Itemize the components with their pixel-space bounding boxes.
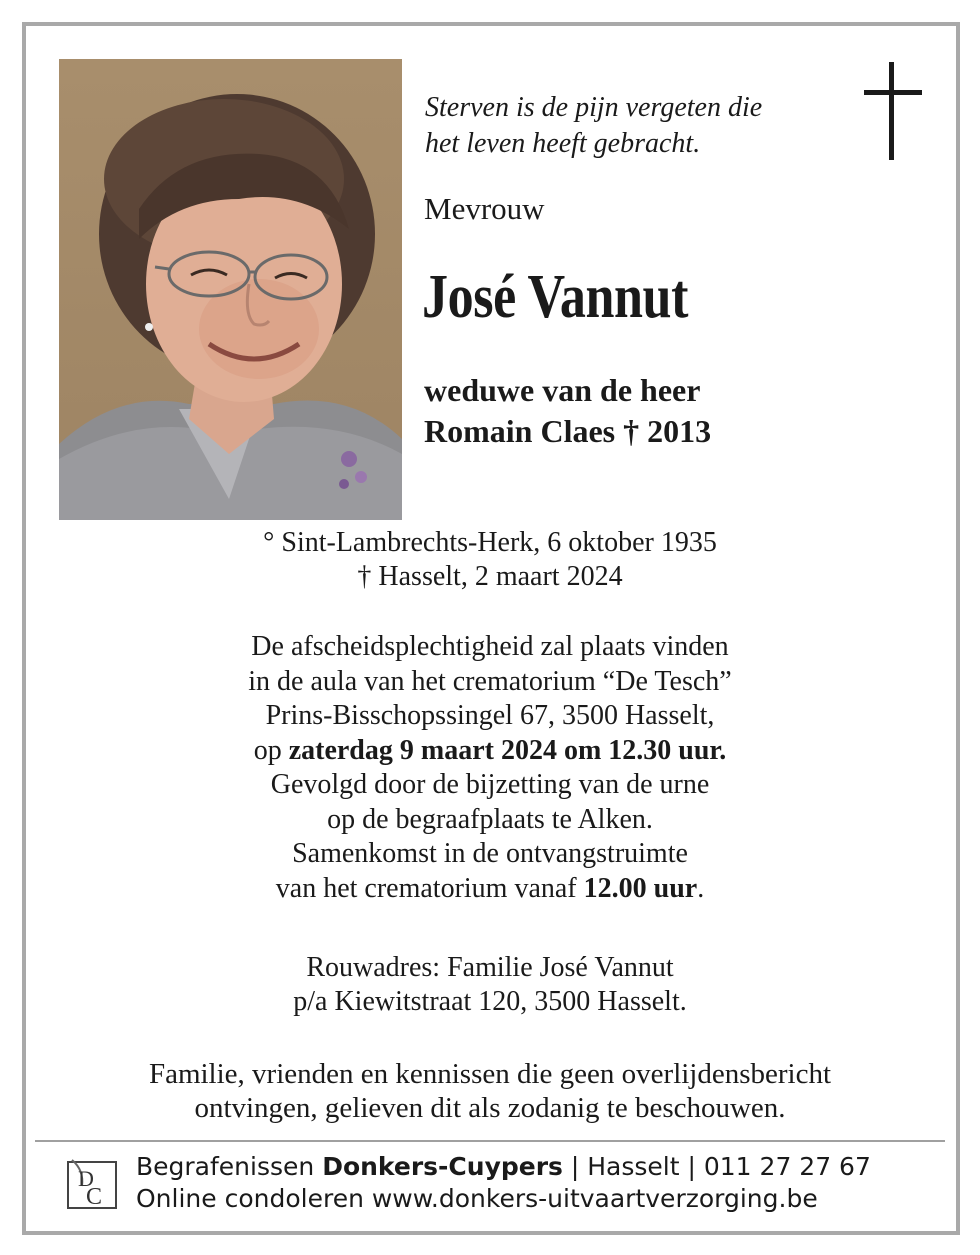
ceremony-details: [30, 630, 950, 906]
honorific: Mevrouw: [424, 191, 545, 226]
logo-letter-d: D: [78, 1166, 94, 1191]
ceremony-line: Samenkomst in de ontvangstruimte: [292, 838, 688, 869]
funeral-home-contact: | Hasselt | 011 27 27 67: [562, 1152, 871, 1181]
gathering-prefix: van het crematorium vanaf: [275, 872, 584, 904]
funeral-home-prefix: Begrafenissen: [136, 1152, 323, 1181]
portrait-photo: [59, 59, 402, 520]
motto-line: het leven heeft gebracht.: [425, 128, 701, 159]
footer-divider: [35, 1140, 945, 1142]
funeral-home-footer: [136, 1151, 936, 1215]
widow-line: weduwe van de heer: [424, 372, 701, 408]
funeral-home-name: Donkers-Cuypers: [322, 1152, 563, 1181]
ceremony-date-prefix: op: [253, 734, 289, 766]
gathering-suffix: .: [697, 872, 705, 904]
ceremony-line: De afscheidsplechtigheid zal plaats vinden: [251, 631, 729, 662]
motto-quote: [425, 90, 845, 162]
death-date: † Hasselt, 2 maart 2024: [357, 561, 623, 592]
mourning-address: [30, 951, 950, 1019]
cross-icon: [864, 62, 922, 160]
birth-date: ° Sint-Lambrechts-Herk, 6 oktober 1935: [263, 527, 717, 558]
condolence-website[interactable]: Online condoleren www.donkers-uitvaartverzorging.be: [136, 1184, 818, 1213]
ceremony-line: Prins-Bisschopssingel 67, 3500 Hasselt,: [265, 700, 715, 731]
deceased-name: José Vannut: [422, 263, 689, 331]
ceremony-date-line: [30, 734, 950, 769]
address-line: Rouwadres: Familie José Vannut: [306, 952, 674, 983]
notice-line: ontvingen, gelieven dit als zodanig te beschouwen.: [194, 1092, 786, 1124]
dc-logo-icon: [64, 1156, 120, 1212]
widow-of: [424, 370, 924, 452]
gathering-time: 12.00 uur: [583, 872, 698, 904]
spouse-line: Romain Claes † 2013: [424, 413, 712, 449]
motto-line: Sterven is de pijn vergeten die: [425, 92, 763, 123]
notice-text: [30, 1057, 950, 1125]
address-line: p/a Kiewitstraat 120, 3500 Hasselt.: [293, 986, 687, 1017]
svg-text:C: C: [86, 1184, 103, 1210]
notice-line: Familie, vrienden en kennissen die geen overlijdensbericht: [148, 1058, 832, 1090]
ceremony-line: op de begraafplaats te Alken.: [327, 803, 653, 835]
ceremony-line: in de aula van het crematorium “De Tesch”: [248, 665, 732, 697]
ceremony-date: zaterdag 9 maart 2024 om 12.30 uur.: [288, 734, 727, 766]
funeral-home-line: [136, 1151, 936, 1183]
life-dates: [30, 526, 950, 594]
ceremony-line: Gevolgd door de bijzetting van de urne: [270, 769, 710, 800]
gathering-time-line: [30, 872, 950, 907]
